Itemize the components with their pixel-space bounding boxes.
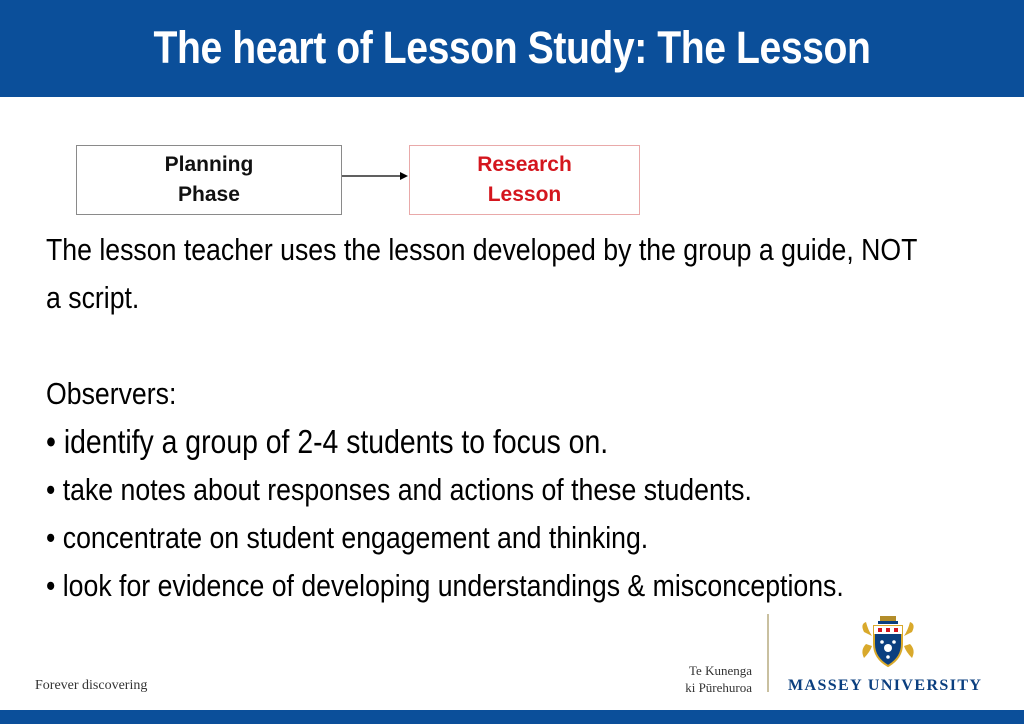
flow-arrow-icon (342, 168, 410, 188)
bottom-bar (0, 710, 1024, 724)
research-lesson-box: Research Lesson (409, 145, 640, 215)
observers-heading: Observers: (46, 376, 177, 411)
bullet-item: • concentrate on student engagement and thinking. (46, 520, 649, 555)
bullet-item: • take notes about responses and actions of these students. (46, 472, 752, 507)
footer-divider (767, 614, 769, 692)
paragraph-spacer (46, 322, 923, 370)
tagline: Forever discovering (35, 678, 148, 693)
university-crest-icon (858, 614, 918, 670)
bullet-item: • look for evidence of developing understandings & misconceptions. (46, 568, 844, 603)
slide-title: The heart of Lesson Study: The Lesson (153, 22, 871, 73)
intro-paragraph: The lesson teacher uses the lesson developed by the group a guide, NOT a script. (46, 232, 917, 315)
bullet-item: • identify a group of 2-4 students to focus on. (46, 423, 609, 460)
university-name: MASSEY UNIVERSITY (788, 677, 983, 694)
maori-name: Te Kunenga ki Pūrehuroa (685, 663, 752, 695)
planning-phase-box: Planning Phase (76, 145, 342, 215)
slide-body (46, 226, 923, 610)
